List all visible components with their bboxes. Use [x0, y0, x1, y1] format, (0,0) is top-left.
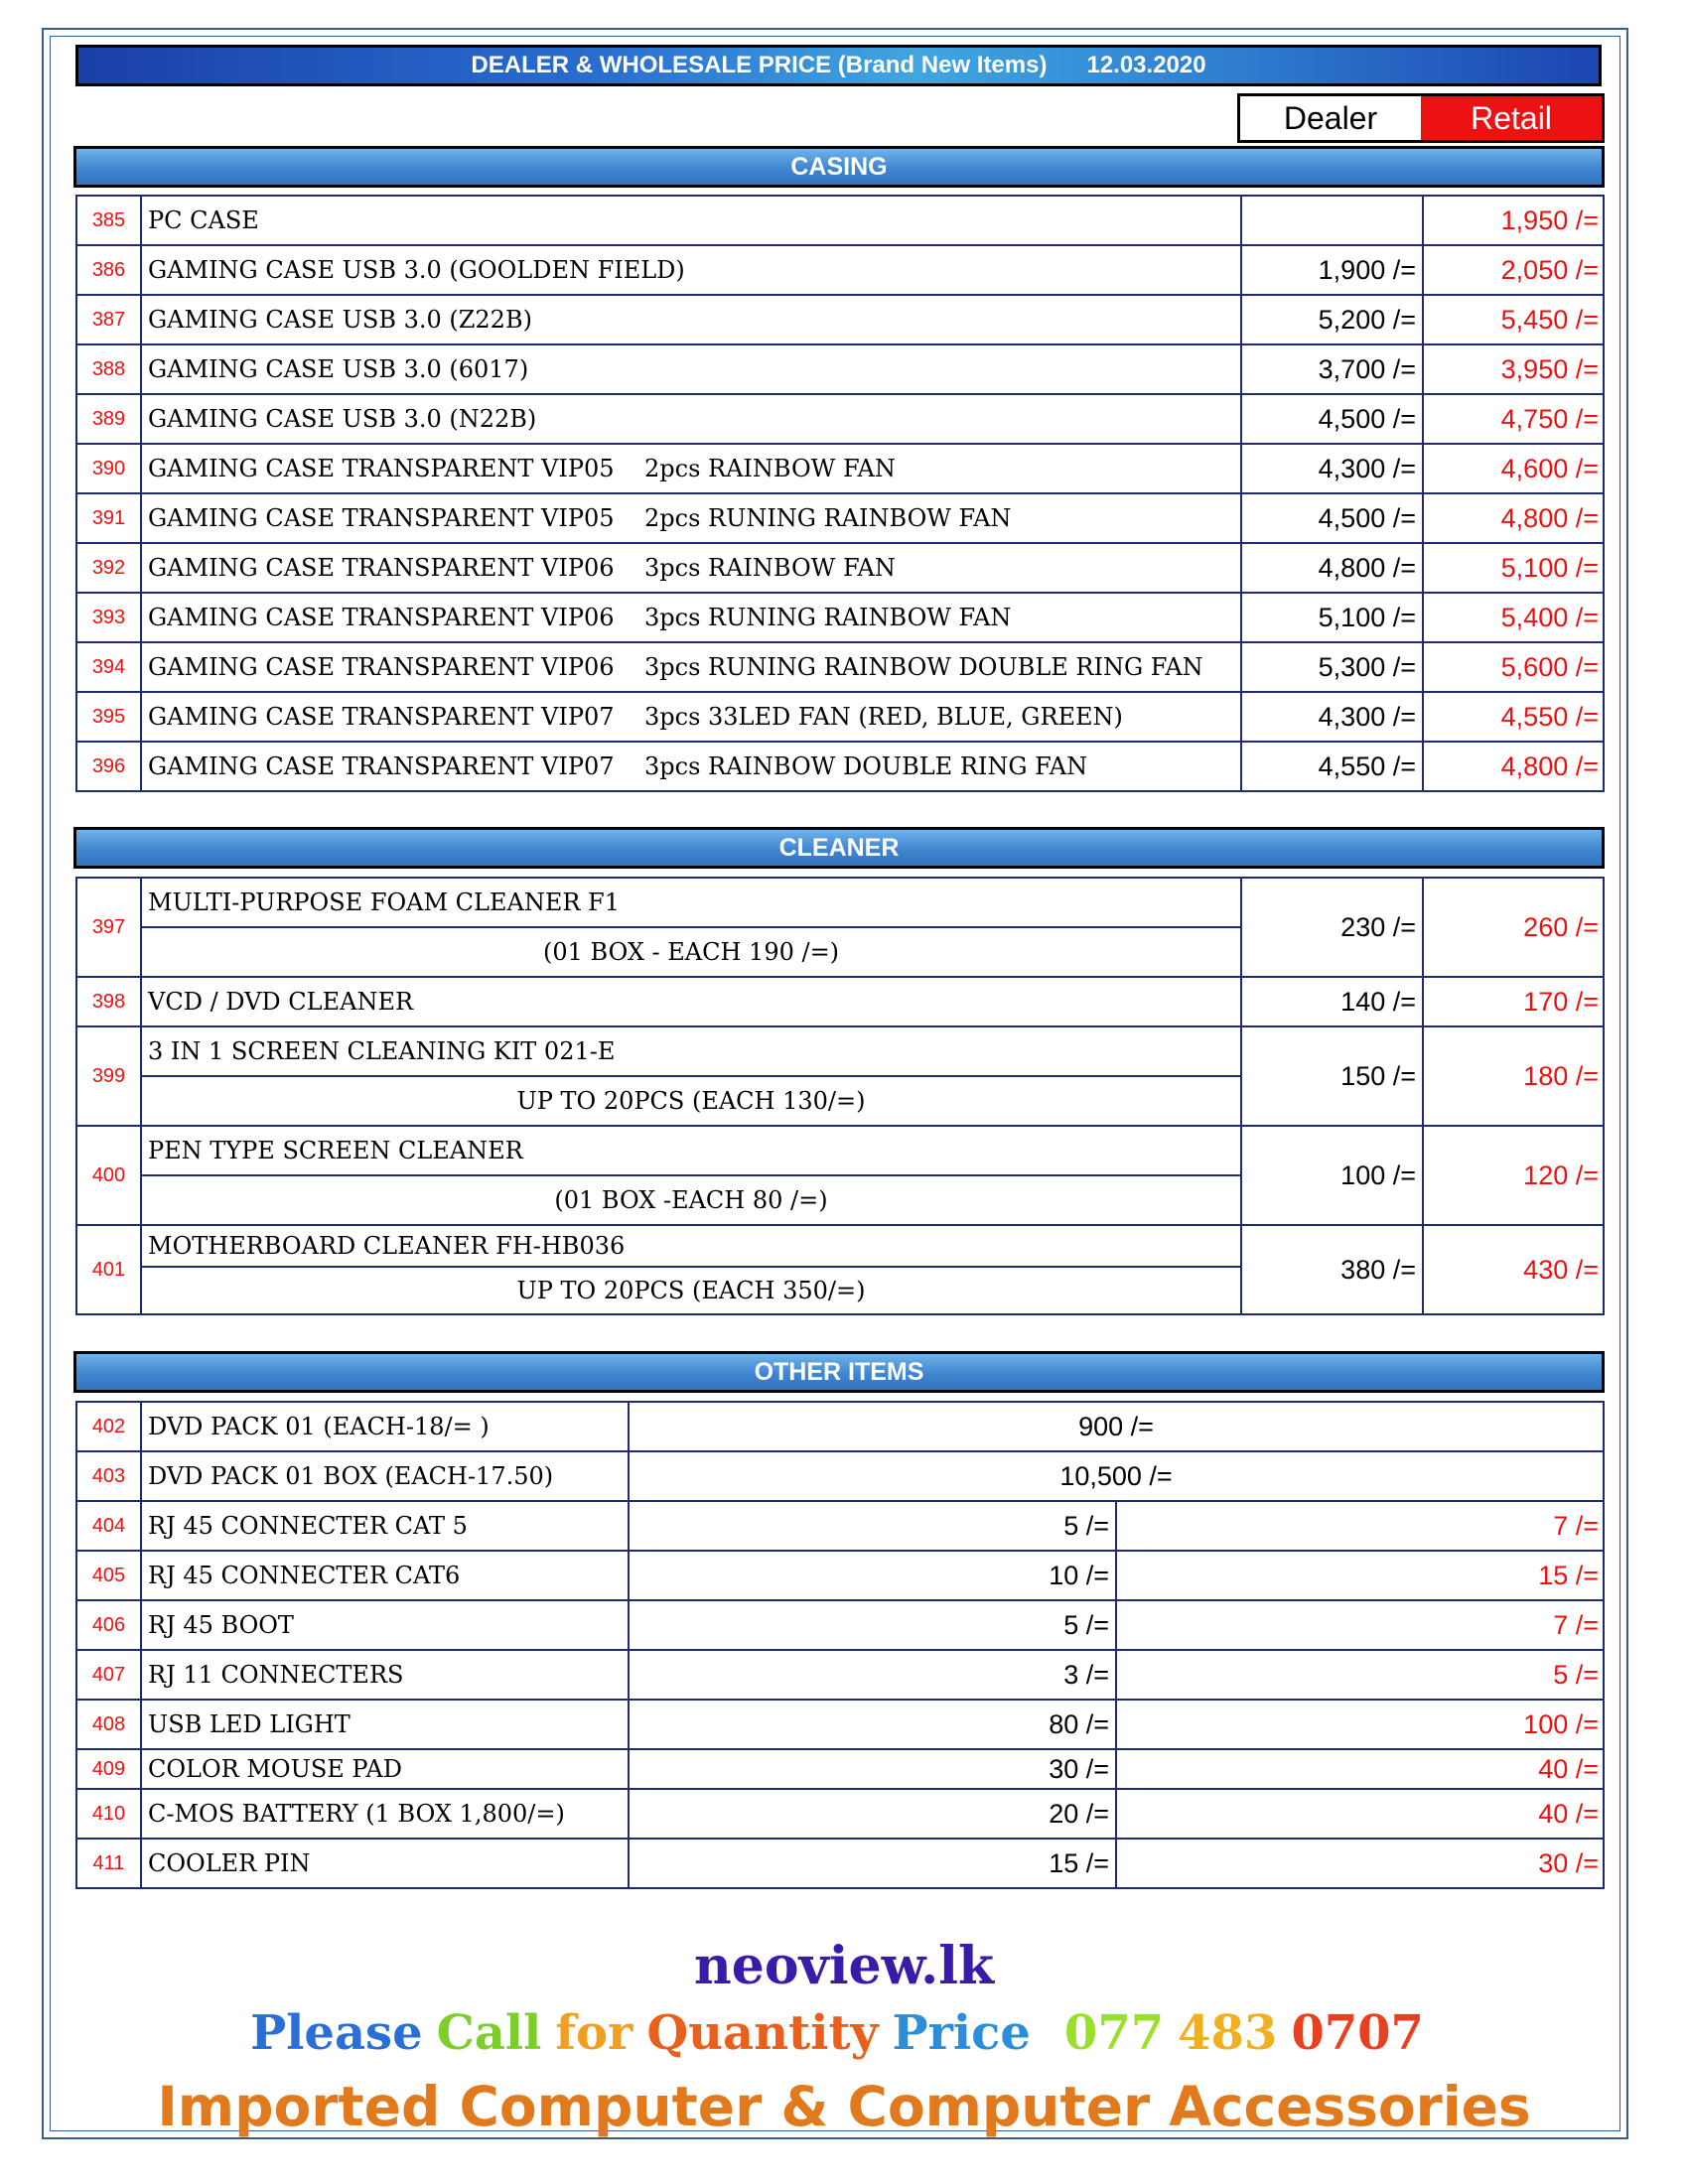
retail-price: 3,950 /=: [1423, 344, 1604, 394]
item-description: RJ 45 BOOT: [141, 1600, 629, 1650]
dealer-price: 5 /=: [629, 1600, 1116, 1650]
item-name: GAMING CASE TRANSPARENT VIP05: [148, 455, 615, 482]
dealer-price: 4,800 /=: [1241, 543, 1423, 593]
retail-price: 260 /=: [1423, 878, 1604, 977]
item-name: GAMING CASE USB 3.0 (Z22B): [148, 306, 532, 334]
item-description: DVD PACK 01 (EACH-18/= ): [141, 1402, 629, 1451]
dealer-price: 4,300 /=: [1241, 444, 1423, 493]
item-description: MOTHERBOARD CLEANER FH-HB036: [141, 1225, 1241, 1267]
retail-price: 5 /=: [1116, 1650, 1604, 1700]
table-row: [76, 394, 1604, 444]
cleaner-price-table: [75, 877, 1605, 1315]
item-number: 406: [76, 1600, 141, 1650]
item-number: 405: [76, 1551, 141, 1600]
item-fan-option: 3pcs RAINBOW FAN: [644, 554, 896, 582]
item-fan-option: 3pcs 33LED FAN (RED, BLUE, GREEN): [644, 703, 1123, 731]
retail-price: 1,950 /=: [1423, 196, 1604, 245]
item-fan-option: 3pcs RUNING RAINBOW DOUBLE RING FAN: [644, 653, 1203, 681]
item-description: [141, 742, 1241, 791]
item-number: 402: [76, 1402, 141, 1451]
item-name: GAMING CASE TRANSPARENT VIP07: [148, 703, 615, 731]
table-row: [76, 1650, 1604, 1700]
item-pack-note: UP TO 20PCS (EACH 350/=): [141, 1267, 1241, 1314]
retail-column-label: Retail: [1421, 96, 1602, 140]
item-description: [141, 642, 1241, 692]
item-fan-option: 2pcs RAINBOW FAN: [644, 455, 896, 482]
item-description: RJ 45 CONNECTER CAT 5: [141, 1501, 629, 1551]
call-line-word: 483: [1178, 2005, 1278, 2061]
section-header-other-items: OTHER ITEMS: [73, 1351, 1605, 1393]
item-number: 386: [76, 245, 141, 295]
item-number: 400: [76, 1126, 141, 1225]
item-number: 391: [76, 493, 141, 543]
item-description: [141, 394, 1241, 444]
retail-price: 5,400 /=: [1423, 593, 1604, 642]
item-number: 388: [76, 344, 141, 394]
item-description: [141, 593, 1241, 642]
dealer-price: 3,700 /=: [1241, 344, 1423, 394]
dealer-price: 140 /=: [1241, 977, 1423, 1026]
table-row: [76, 444, 1604, 493]
item-number: 387: [76, 295, 141, 344]
item-description: RJ 45 CONNECTER CAT6: [141, 1551, 629, 1600]
retail-price: 170 /=: [1423, 977, 1604, 1026]
item-number: 393: [76, 593, 141, 642]
item-pack-note: (01 BOX -EACH 80 /=): [141, 1175, 1241, 1225]
item-number: 401: [76, 1225, 141, 1314]
item-number: 411: [76, 1839, 141, 1888]
dealer-price: 230 /=: [1241, 878, 1423, 977]
item-name: GAMING CASE TRANSPARENT VIP07: [148, 752, 615, 780]
retail-price: 5,450 /=: [1423, 295, 1604, 344]
other-items-price-table: [75, 1401, 1605, 1889]
dealer-price: 380 /=: [1241, 1225, 1423, 1314]
table-row: [76, 1600, 1604, 1650]
item-description: COOLER PIN: [141, 1839, 629, 1888]
website-name: neoview.lk: [693, 1936, 995, 1996]
table-row: [76, 1225, 1604, 1267]
dealer-price: [1241, 196, 1423, 245]
dealer-column-label: Dealer: [1240, 96, 1421, 140]
item-description: [141, 692, 1241, 742]
section-header-casing: CASING: [73, 146, 1605, 188]
table-row: [76, 493, 1604, 543]
item-pack-note: UP TO 20PCS (EACH 130/=): [141, 1076, 1241, 1126]
table-row: [76, 1501, 1604, 1551]
retail-price: 4,800 /=: [1423, 742, 1604, 791]
retail-price: 40 /=: [1116, 1749, 1604, 1789]
item-description: VCD / DVD CLEANER: [141, 977, 1241, 1026]
table-row: [76, 543, 1604, 593]
dealer-price: 80 /=: [629, 1700, 1116, 1749]
dealer-price: 4,500 /=: [1241, 394, 1423, 444]
dealer-price: 15 /=: [629, 1839, 1116, 1888]
dealer-price: 5,200 /=: [1241, 295, 1423, 344]
item-number: 407: [76, 1650, 141, 1700]
table-row: [76, 742, 1604, 791]
item-number: 396: [76, 742, 141, 791]
table-row: [76, 295, 1604, 344]
retail-price: 7 /=: [1116, 1600, 1604, 1650]
table-row: [76, 977, 1604, 1026]
item-number: 399: [76, 1026, 141, 1126]
table-row: [76, 878, 1604, 927]
call-line-word: Price: [892, 2005, 1031, 2061]
table-row: [76, 1839, 1604, 1888]
table-row: [76, 245, 1604, 295]
table-row: [76, 692, 1604, 742]
item-number: 397: [76, 878, 141, 977]
item-description: USB LED LIGHT: [141, 1700, 629, 1749]
retail-price: 4,750 /=: [1423, 394, 1604, 444]
item-fan-option: 2pcs RUNING RAINBOW FAN: [644, 504, 1012, 532]
item-number: 404: [76, 1501, 141, 1551]
retail-price: 30 /=: [1116, 1839, 1604, 1888]
dealer-price: 5,100 /=: [1241, 593, 1423, 642]
table-row: [76, 1402, 1604, 1451]
item-name: GAMING CASE USB 3.0 (6017): [148, 355, 529, 383]
table-row: [76, 1789, 1604, 1839]
dealer-price: 3 /=: [629, 1650, 1116, 1700]
retail-price: 120 /=: [1423, 1126, 1604, 1225]
item-number: 410: [76, 1789, 141, 1839]
item-description: [141, 543, 1241, 593]
call-line-word: 077: [1063, 2005, 1165, 2061]
item-number: 385: [76, 196, 141, 245]
item-number: 403: [76, 1451, 141, 1501]
call-line-word: Quantity: [646, 2005, 879, 2061]
dealer-price: 20 /=: [629, 1789, 1116, 1839]
dealer-price: 4,500 /=: [1241, 493, 1423, 543]
retail-price: 180 /=: [1423, 1026, 1604, 1126]
retail-price: 5,600 /=: [1423, 642, 1604, 692]
item-number: 408: [76, 1700, 141, 1749]
dealer-price: 4,300 /=: [1241, 692, 1423, 742]
bulk-price: 900 /=: [629, 1402, 1604, 1451]
item-name: GAMING CASE USB 3.0 (N22B): [148, 405, 537, 433]
dealer-price: 10 /=: [629, 1551, 1116, 1600]
item-description: PEN TYPE SCREEN CLEANER: [141, 1126, 1241, 1175]
page-title: DEALER & WHOLESALE PRICE (Brand New Items): [471, 52, 1048, 78]
item-number: 395: [76, 692, 141, 742]
dealer-price: 150 /=: [1241, 1026, 1423, 1126]
item-pack-note: (01 BOX - EACH 190 /=): [141, 927, 1241, 977]
item-description: MULTI-PURPOSE FOAM CLEANER F1: [141, 878, 1241, 927]
item-number: 409: [76, 1749, 141, 1789]
item-description: [141, 444, 1241, 493]
item-fan-option: 3pcs RUNING RAINBOW FAN: [644, 604, 1012, 631]
item-name: GAMING CASE USB 3.0 (GOOLDEN FIELD): [148, 256, 685, 284]
dealer-price: 4,550 /=: [1241, 742, 1423, 791]
item-name: PC CASE: [148, 206, 259, 234]
dealer-price: 30 /=: [629, 1749, 1116, 1789]
retail-price: 40 /=: [1116, 1789, 1604, 1839]
item-description: RJ 11 CONNECTERS: [141, 1650, 629, 1700]
retail-price: 5,100 /=: [1423, 543, 1604, 593]
dealer-price: 100 /=: [1241, 1126, 1423, 1225]
call-line-word: for: [555, 2005, 633, 2061]
casing-price-table: [75, 195, 1605, 792]
retail-price: 430 /=: [1423, 1225, 1604, 1314]
price-column-header: [1237, 93, 1605, 143]
item-name: GAMING CASE TRANSPARENT VIP06: [148, 653, 615, 681]
dealer-price: 5 /=: [629, 1501, 1116, 1551]
retail-price: 15 /=: [1116, 1551, 1604, 1600]
retail-price: 4,800 /=: [1423, 493, 1604, 543]
dealer-price: 1,900 /=: [1241, 245, 1423, 295]
table-row: [76, 1700, 1604, 1749]
item-name: GAMING CASE TRANSPARENT VIP06: [148, 554, 615, 582]
item-number: 389: [76, 394, 141, 444]
table-row: [76, 1451, 1604, 1501]
tagline: Imported Computer & Computer Accessories: [157, 2075, 1531, 2138]
table-row: [76, 1026, 1604, 1076]
item-description: [141, 245, 1241, 295]
call-line-word: Please: [250, 2005, 423, 2061]
table-row: [76, 1126, 1604, 1175]
table-row: [76, 344, 1604, 394]
item-description: C-MOS BATTERY (1 BOX 1,800/=): [141, 1789, 629, 1839]
item-fan-option: 3pcs RAINBOW DOUBLE RING FAN: [644, 752, 1088, 780]
retail-price: 4,600 /=: [1423, 444, 1604, 493]
table-row: [76, 196, 1604, 245]
retail-price: 7 /=: [1116, 1501, 1604, 1551]
section-header-cleaner: CLEANER: [73, 827, 1605, 869]
table-row: [76, 593, 1604, 642]
page-title-bar: [75, 45, 1602, 86]
quantity-price-call-line: [0, 2005, 1688, 2061]
call-line-word: Call: [436, 2005, 542, 2061]
item-description: [141, 295, 1241, 344]
item-number: 398: [76, 977, 141, 1026]
item-description: [141, 493, 1241, 543]
item-description: 3 IN 1 SCREEN CLEANING KIT 021-E: [141, 1026, 1241, 1076]
table-row: [76, 1749, 1604, 1789]
retail-price: 100 /=: [1116, 1700, 1604, 1749]
retail-price: 4,550 /=: [1423, 692, 1604, 742]
table-row: [76, 1551, 1604, 1600]
dealer-price: 5,300 /=: [1241, 642, 1423, 692]
item-number: 390: [76, 444, 141, 493]
item-description: [141, 344, 1241, 394]
retail-price: 2,050 /=: [1423, 245, 1604, 295]
item-name: GAMING CASE TRANSPARENT VIP05: [148, 504, 615, 532]
call-line-word: 0707: [1291, 2005, 1424, 2061]
price-date: 12.03.2020: [1086, 52, 1206, 78]
item-description: [141, 196, 1241, 245]
table-row: [76, 642, 1604, 692]
item-description: DVD PACK 01 BOX (EACH-17.50): [141, 1451, 629, 1501]
item-description: COLOR MOUSE PAD: [141, 1749, 629, 1789]
item-number: 394: [76, 642, 141, 692]
item-number: 392: [76, 543, 141, 593]
item-name: GAMING CASE TRANSPARENT VIP06: [148, 604, 615, 631]
bulk-price: 10,500 /=: [629, 1451, 1604, 1501]
